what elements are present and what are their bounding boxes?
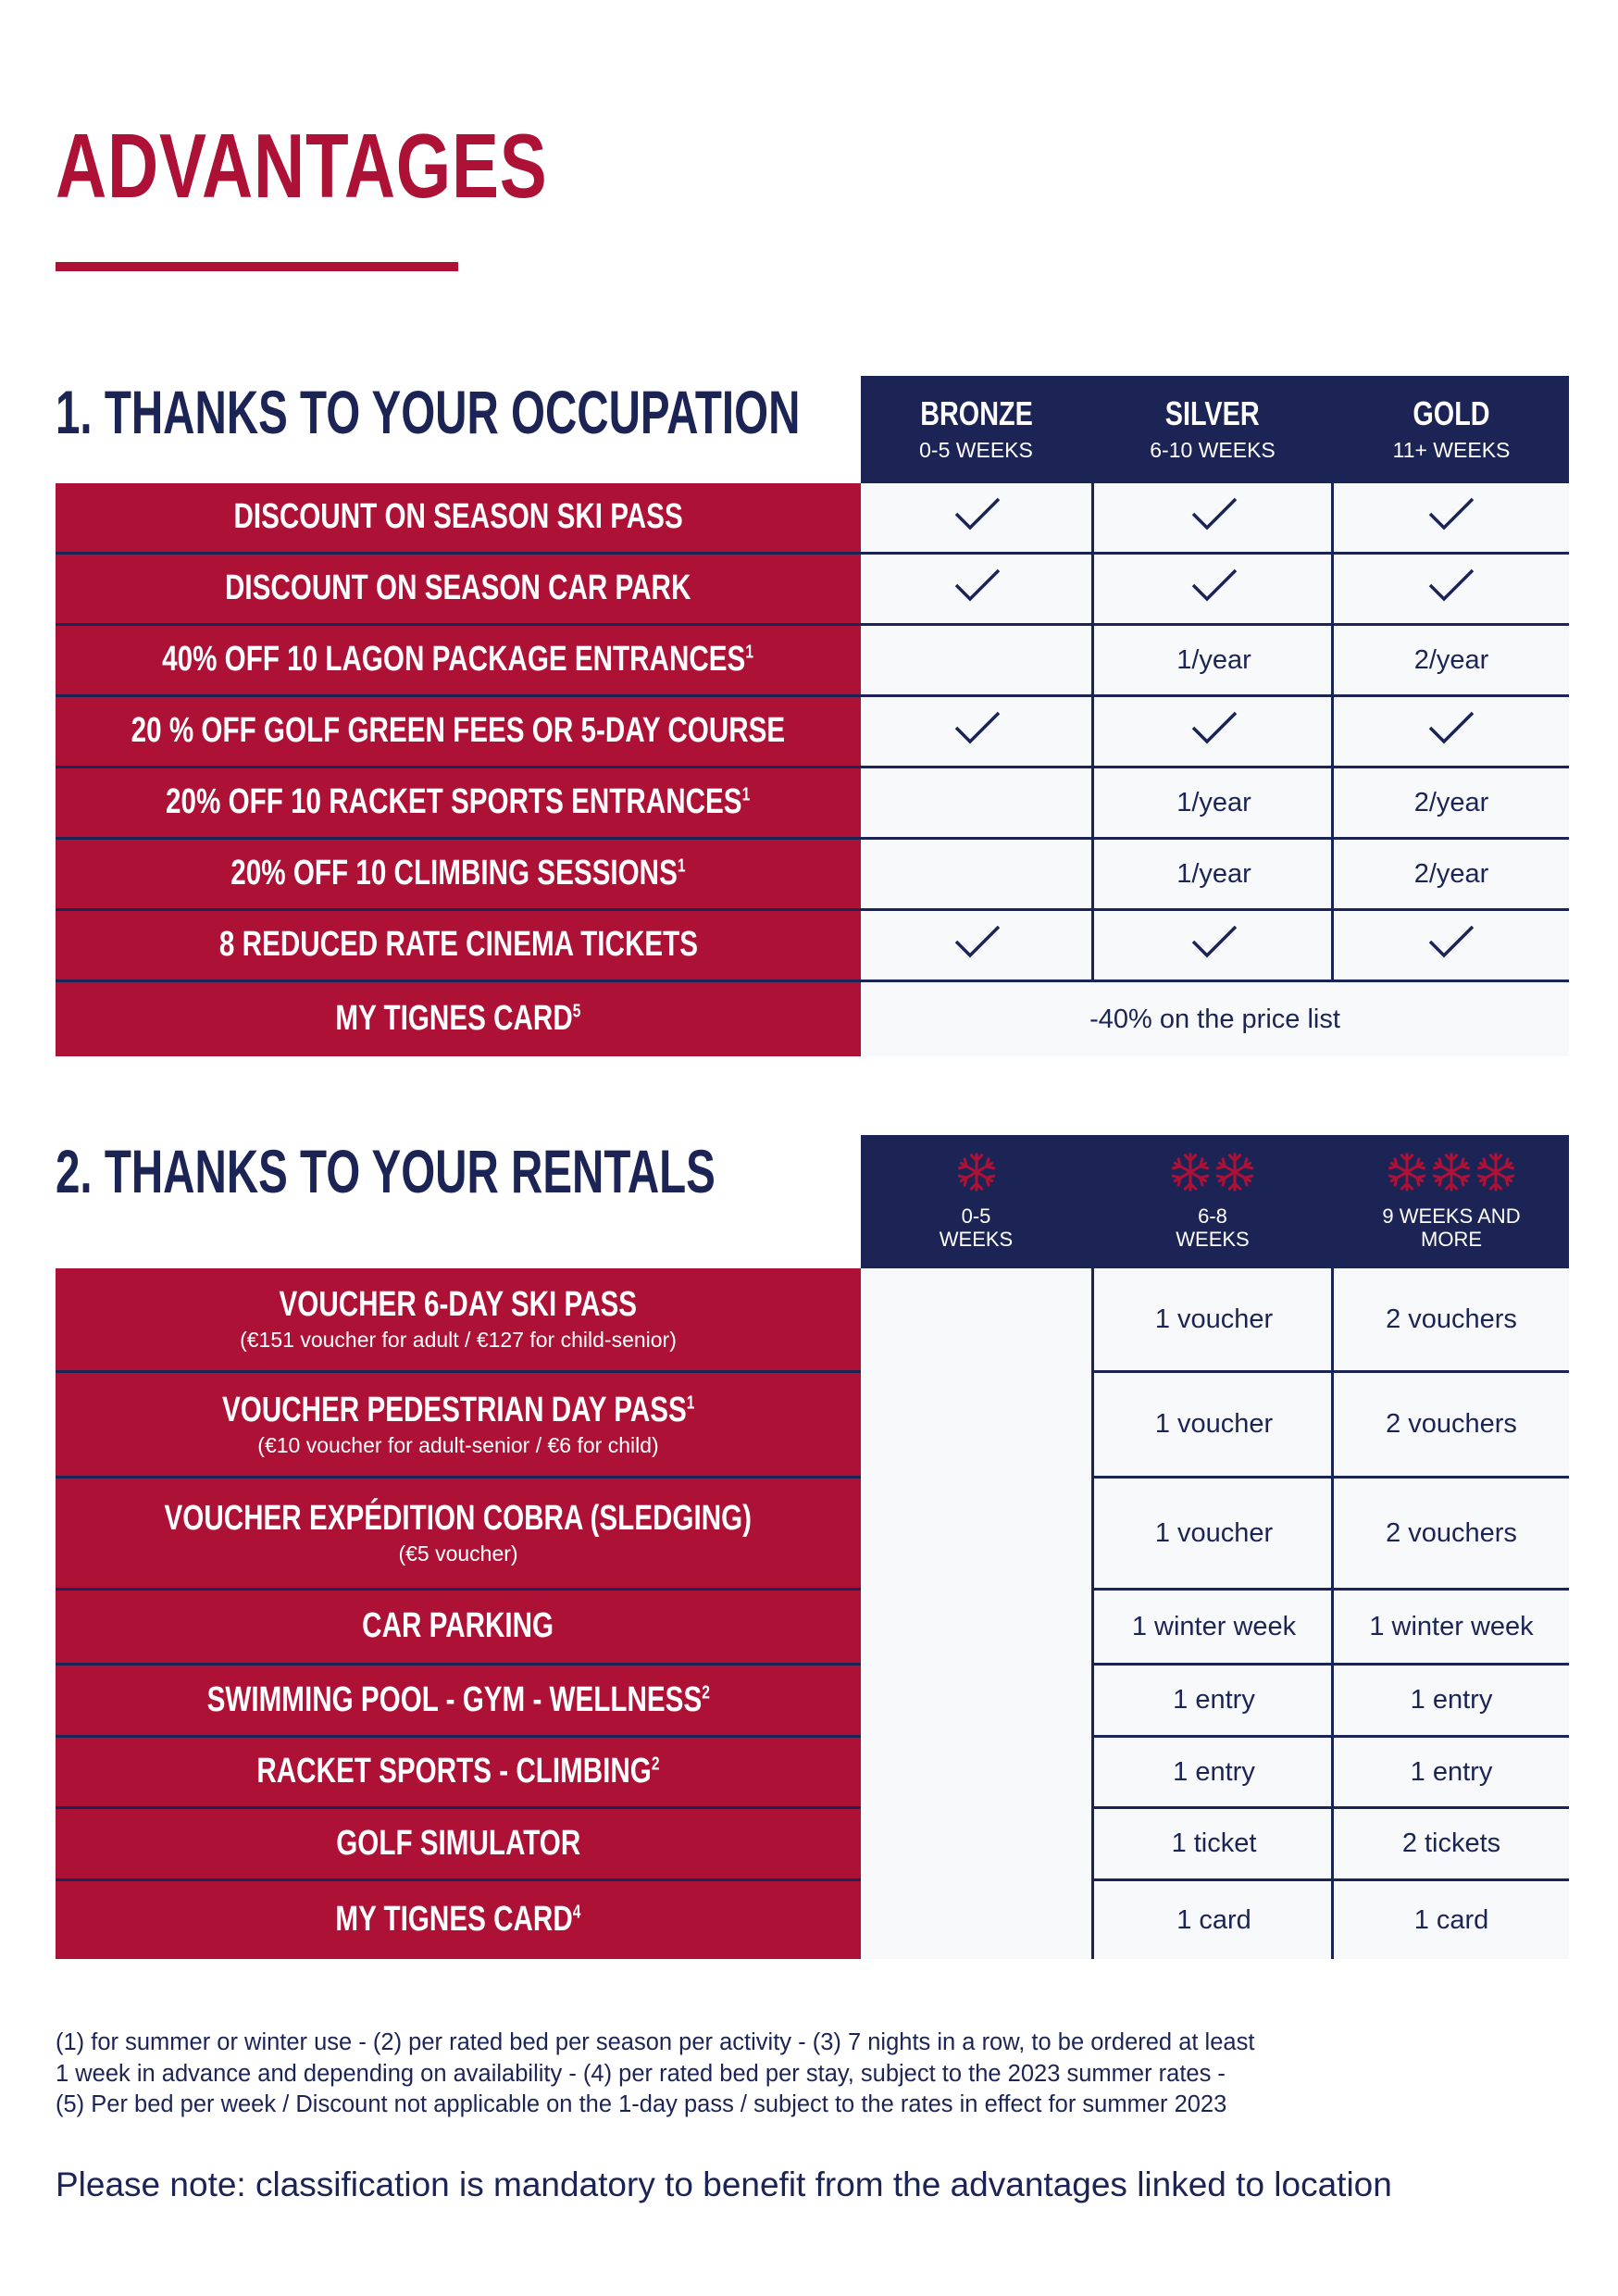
value-cell bbox=[1094, 1373, 1334, 1479]
row-label-text bbox=[163, 640, 754, 680]
cell-value: 1/year bbox=[1176, 644, 1251, 675]
footnotes bbox=[56, 2028, 1407, 2121]
cell-value: 1 entry bbox=[1173, 1685, 1255, 1715]
row-label-text bbox=[222, 1391, 694, 1431]
row-label-text bbox=[165, 1499, 753, 1540]
checkmark-icon bbox=[1190, 923, 1238, 967]
tier-period: 6-10 WEEKS bbox=[1150, 438, 1276, 462]
row-label bbox=[56, 1738, 861, 1809]
checkmark-icon bbox=[1427, 495, 1475, 540]
checkmark-icon bbox=[1190, 495, 1238, 540]
tier-period-line2: MORE bbox=[1421, 1228, 1482, 1251]
value-cell bbox=[1334, 1666, 1569, 1738]
tier-name: SILVER bbox=[1165, 394, 1260, 433]
row-label bbox=[56, 555, 861, 626]
row-label-main: 20% OFF 10 RACKET SPORTS ENTRANCES bbox=[166, 782, 742, 822]
cell-value: -40% on the price list bbox=[1089, 1004, 1340, 1034]
checkmark-icon bbox=[1427, 709, 1475, 754]
value-cell bbox=[1334, 1591, 1569, 1666]
footnote-ref: 2 bbox=[701, 1682, 710, 1703]
check-cell bbox=[1094, 911, 1334, 982]
footnote-ref: 5 bbox=[572, 1001, 581, 1022]
value-cell bbox=[1094, 1268, 1334, 1373]
row-label bbox=[56, 911, 861, 982]
row-label-main: RACKET SPORTS - CLIMBING bbox=[256, 1752, 652, 1791]
cell-value: 2/year bbox=[1413, 644, 1489, 675]
tier-period-line2: WEEKS bbox=[939, 1228, 1014, 1251]
checkmark-icon bbox=[1190, 709, 1238, 754]
snowflake-icon bbox=[1169, 1151, 1212, 1198]
cell-value: 1 entry bbox=[1410, 1685, 1493, 1715]
value-cell bbox=[861, 840, 1094, 911]
snowflake-icon bbox=[955, 1151, 998, 1198]
rental-tier-header-1 bbox=[861, 1135, 1091, 1268]
cell-value: 2 vouchers bbox=[1386, 1517, 1517, 1548]
check-cell bbox=[861, 697, 1094, 768]
cell-value: 1 voucher bbox=[1154, 1409, 1274, 1439]
tier-period-line1: 6-8 bbox=[1198, 1204, 1227, 1228]
check-cell bbox=[861, 555, 1094, 626]
footnote-ref: 1 bbox=[741, 784, 751, 805]
cell-value: 1/year bbox=[1176, 858, 1251, 889]
snowflake-icon bbox=[1475, 1151, 1517, 1198]
value-cell bbox=[861, 768, 1094, 840]
cell-value: 1 entry bbox=[1173, 1756, 1255, 1787]
tier-period-line1: 9 WEEKS AND bbox=[1382, 1204, 1521, 1228]
row-label-main: VOUCHER EXPÉDITION COBRA (SLEDGING) bbox=[164, 1499, 753, 1539]
value-cell bbox=[1334, 768, 1569, 840]
rental-tier-header-3 bbox=[1334, 1135, 1569, 1268]
checkmark-icon bbox=[1427, 567, 1475, 611]
row-label-main: VOUCHER PEDESTRIAN DAY PASS bbox=[221, 1390, 687, 1429]
cell-value: 2 vouchers bbox=[1386, 1304, 1517, 1334]
rental-tier-header-2 bbox=[1094, 1135, 1331, 1268]
checkmark-icon bbox=[1427, 923, 1475, 967]
cell-value: 2 vouchers bbox=[1386, 1409, 1517, 1439]
snowflake-icon bbox=[1430, 1151, 1473, 1193]
tier-header-silver bbox=[1094, 376, 1331, 483]
row-label bbox=[56, 1881, 861, 1959]
row-label-main: GOLF SIMULATOR bbox=[335, 1823, 581, 1863]
please-note: Please note: classification is mandatory to benefit from the advantages linked to location bbox=[56, 2165, 1392, 2203]
value-cell bbox=[1334, 840, 1569, 911]
row-label-text bbox=[166, 782, 750, 823]
snowflake-rating bbox=[1386, 1153, 1517, 1197]
snowflake-icon bbox=[1169, 1151, 1212, 1193]
tier-name: GOLD bbox=[1413, 394, 1490, 433]
cell-value: 1 entry bbox=[1410, 1756, 1493, 1787]
row-label-text bbox=[363, 1606, 554, 1647]
footnote-ref: 1 bbox=[745, 642, 754, 663]
checkmark-icon bbox=[1190, 567, 1238, 611]
footnote-line: 1 week in advance and depending on availability - (4) per rated bed per stay, subject to the 2023 summer rates - bbox=[56, 2060, 1226, 2087]
value-cell bbox=[1094, 1881, 1334, 1959]
column-divider bbox=[1091, 1135, 1094, 1268]
row-label-text bbox=[225, 568, 691, 609]
row-label bbox=[56, 1479, 861, 1591]
tier-name: BRONZE bbox=[919, 394, 1033, 433]
value-cell bbox=[1334, 626, 1569, 697]
snowflake-icon bbox=[1386, 1151, 1428, 1193]
footnote-ref: 4 bbox=[572, 1902, 581, 1923]
row-label-main: CAR PARKING bbox=[362, 1606, 554, 1646]
value-cell bbox=[1094, 1809, 1334, 1881]
footnote-ref: 1 bbox=[677, 855, 686, 877]
checkmark-icon bbox=[953, 567, 1002, 611]
value-cell bbox=[861, 982, 1569, 1056]
cell-value: 1 ticket bbox=[1171, 1828, 1257, 1858]
value-cell bbox=[1334, 1809, 1569, 1881]
cell-value: 1 voucher bbox=[1154, 1304, 1274, 1334]
column-divider bbox=[1331, 376, 1334, 982]
page-title: ADVANTAGES bbox=[56, 115, 548, 217]
tier-period: 11+ WEEKS bbox=[1392, 438, 1511, 462]
row-label bbox=[56, 1591, 861, 1666]
check-cell bbox=[1094, 555, 1334, 626]
section1-title: 1. THANKS TO YOUR OCCUPATION bbox=[56, 378, 801, 446]
row-label bbox=[56, 697, 861, 768]
row-label-note: (€151 voucher for adult / €127 for child-senior) bbox=[240, 1328, 677, 1353]
value-cell bbox=[1094, 1591, 1334, 1666]
snowflake-rating bbox=[955, 1153, 998, 1197]
snowflake-icon bbox=[1430, 1151, 1473, 1198]
snowflake-icon bbox=[1214, 1151, 1256, 1198]
row-label-text bbox=[230, 854, 685, 894]
snowflake-icon bbox=[1214, 1151, 1256, 1193]
footnote-ref: 1 bbox=[686, 1392, 695, 1414]
checkmark-icon bbox=[953, 495, 1002, 540]
value-cell bbox=[1334, 1738, 1569, 1809]
cell-value: 2/year bbox=[1413, 858, 1489, 889]
value-cell bbox=[1334, 1268, 1569, 1373]
value-cell bbox=[1094, 1479, 1334, 1591]
row-label bbox=[56, 982, 861, 1056]
row-label-text bbox=[335, 999, 580, 1040]
row-label-note: (€10 voucher for adult-senior / €6 for child) bbox=[257, 1432, 659, 1457]
checkmark-icon bbox=[953, 923, 1002, 967]
check-cell bbox=[1094, 483, 1334, 555]
row-label-note: (€5 voucher) bbox=[398, 1541, 518, 1566]
value-cell bbox=[1094, 1666, 1334, 1738]
row-label bbox=[56, 840, 861, 911]
footnote-ref: 2 bbox=[651, 1753, 660, 1775]
value-cell bbox=[1094, 768, 1334, 840]
row-label-main: MY TIGNES CARD bbox=[335, 999, 573, 1039]
checkmark-icon bbox=[953, 709, 1002, 754]
snowflake-icon bbox=[1475, 1151, 1517, 1193]
row-label-text bbox=[335, 1900, 580, 1940]
value-cell bbox=[1094, 840, 1334, 911]
row-label bbox=[56, 1666, 861, 1738]
check-cell bbox=[1334, 555, 1569, 626]
cell-value: 1/year bbox=[1176, 787, 1251, 817]
tier-header-bronze bbox=[861, 376, 1091, 483]
tier-period-line2: WEEKS bbox=[1176, 1228, 1250, 1251]
row-label bbox=[56, 626, 861, 697]
cell-value: 1 winter week bbox=[1131, 1611, 1297, 1641]
cell-value: 2/year bbox=[1413, 787, 1489, 817]
cell-value: 2 tickets bbox=[1401, 1828, 1501, 1858]
check-cell bbox=[1334, 483, 1569, 555]
row-label bbox=[56, 1373, 861, 1479]
title-underline bbox=[56, 262, 458, 271]
row-label-main: 8 REDUCED RATE CINEMA TICKETS bbox=[218, 925, 698, 965]
column-divider bbox=[1331, 1135, 1334, 1959]
row-label-main: MY TIGNES CARD bbox=[335, 1900, 573, 1940]
column-divider bbox=[1091, 376, 1094, 982]
check-cell bbox=[1334, 911, 1569, 982]
row-label bbox=[56, 1809, 861, 1881]
value-cell bbox=[1094, 626, 1334, 697]
check-cell bbox=[861, 483, 1094, 555]
tier-period: 0-5 WEEKS bbox=[919, 438, 1033, 462]
value-cell bbox=[1334, 1479, 1569, 1591]
row-label-text bbox=[131, 711, 786, 752]
row-label-main: DISCOUNT ON SEASON CAR PARK bbox=[225, 568, 691, 608]
snowflake-icon bbox=[1386, 1151, 1428, 1198]
section2-title: 2. THANKS TO YOUR RENTALS bbox=[56, 1137, 716, 1205]
snowflake-rating bbox=[1169, 1153, 1256, 1197]
row-label bbox=[56, 768, 861, 840]
row-label-text bbox=[256, 1752, 659, 1792]
row-label bbox=[56, 1268, 861, 1373]
row-label-main: 20% OFF 10 CLIMBING SESSIONS bbox=[230, 854, 678, 893]
snowflake-icon bbox=[955, 1151, 998, 1193]
value-cell bbox=[861, 626, 1094, 697]
row-label bbox=[56, 483, 861, 555]
cell-value: 1 voucher bbox=[1154, 1517, 1274, 1548]
check-cell bbox=[861, 911, 1094, 982]
cell-value: 1 winter week bbox=[1369, 1611, 1534, 1641]
row-label-text bbox=[280, 1285, 638, 1326]
row-label-main: 40% OFF 10 LAGON PACKAGE ENTRANCES bbox=[162, 640, 746, 680]
value-cell bbox=[1334, 1881, 1569, 1959]
tier-header-gold bbox=[1334, 376, 1569, 483]
row-label-text bbox=[233, 497, 682, 538]
row-label-main: 20 % OFF GOLF GREEN FEES OR 5-DAY COURSE bbox=[131, 711, 786, 751]
tier-period-line1: 0-5 bbox=[961, 1204, 991, 1228]
row-label-text bbox=[218, 925, 697, 966]
row-label-main: VOUCHER 6-DAY SKI PASS bbox=[279, 1285, 638, 1325]
row-label-main: SWIMMING POOL - GYM - WELLNESS bbox=[206, 1679, 702, 1719]
check-cell bbox=[1094, 697, 1334, 768]
footnote-line: (5) Per bed per week / Discount not applicable on the 1-day pass / subject to the rates in effect for summer 2023 bbox=[56, 2091, 1227, 2118]
cell-value: 1 card bbox=[1176, 1904, 1251, 1935]
row-label-main: DISCOUNT ON SEASON SKI PASS bbox=[233, 497, 683, 537]
row-label-text bbox=[336, 1824, 580, 1865]
value-cell bbox=[1094, 1738, 1334, 1809]
empty-cell bbox=[861, 1268, 1094, 1959]
footnote-line: (1) for summer or winter use - (2) per rated bed per season per activity - (3) 7 nights in a row, to be ordered at least bbox=[56, 2029, 1255, 2055]
row-label-text bbox=[206, 1680, 709, 1721]
column-divider bbox=[1091, 1268, 1094, 1959]
cell-value: 1 card bbox=[1413, 1904, 1489, 1935]
value-cell bbox=[1334, 1373, 1569, 1479]
check-cell bbox=[1334, 697, 1569, 768]
